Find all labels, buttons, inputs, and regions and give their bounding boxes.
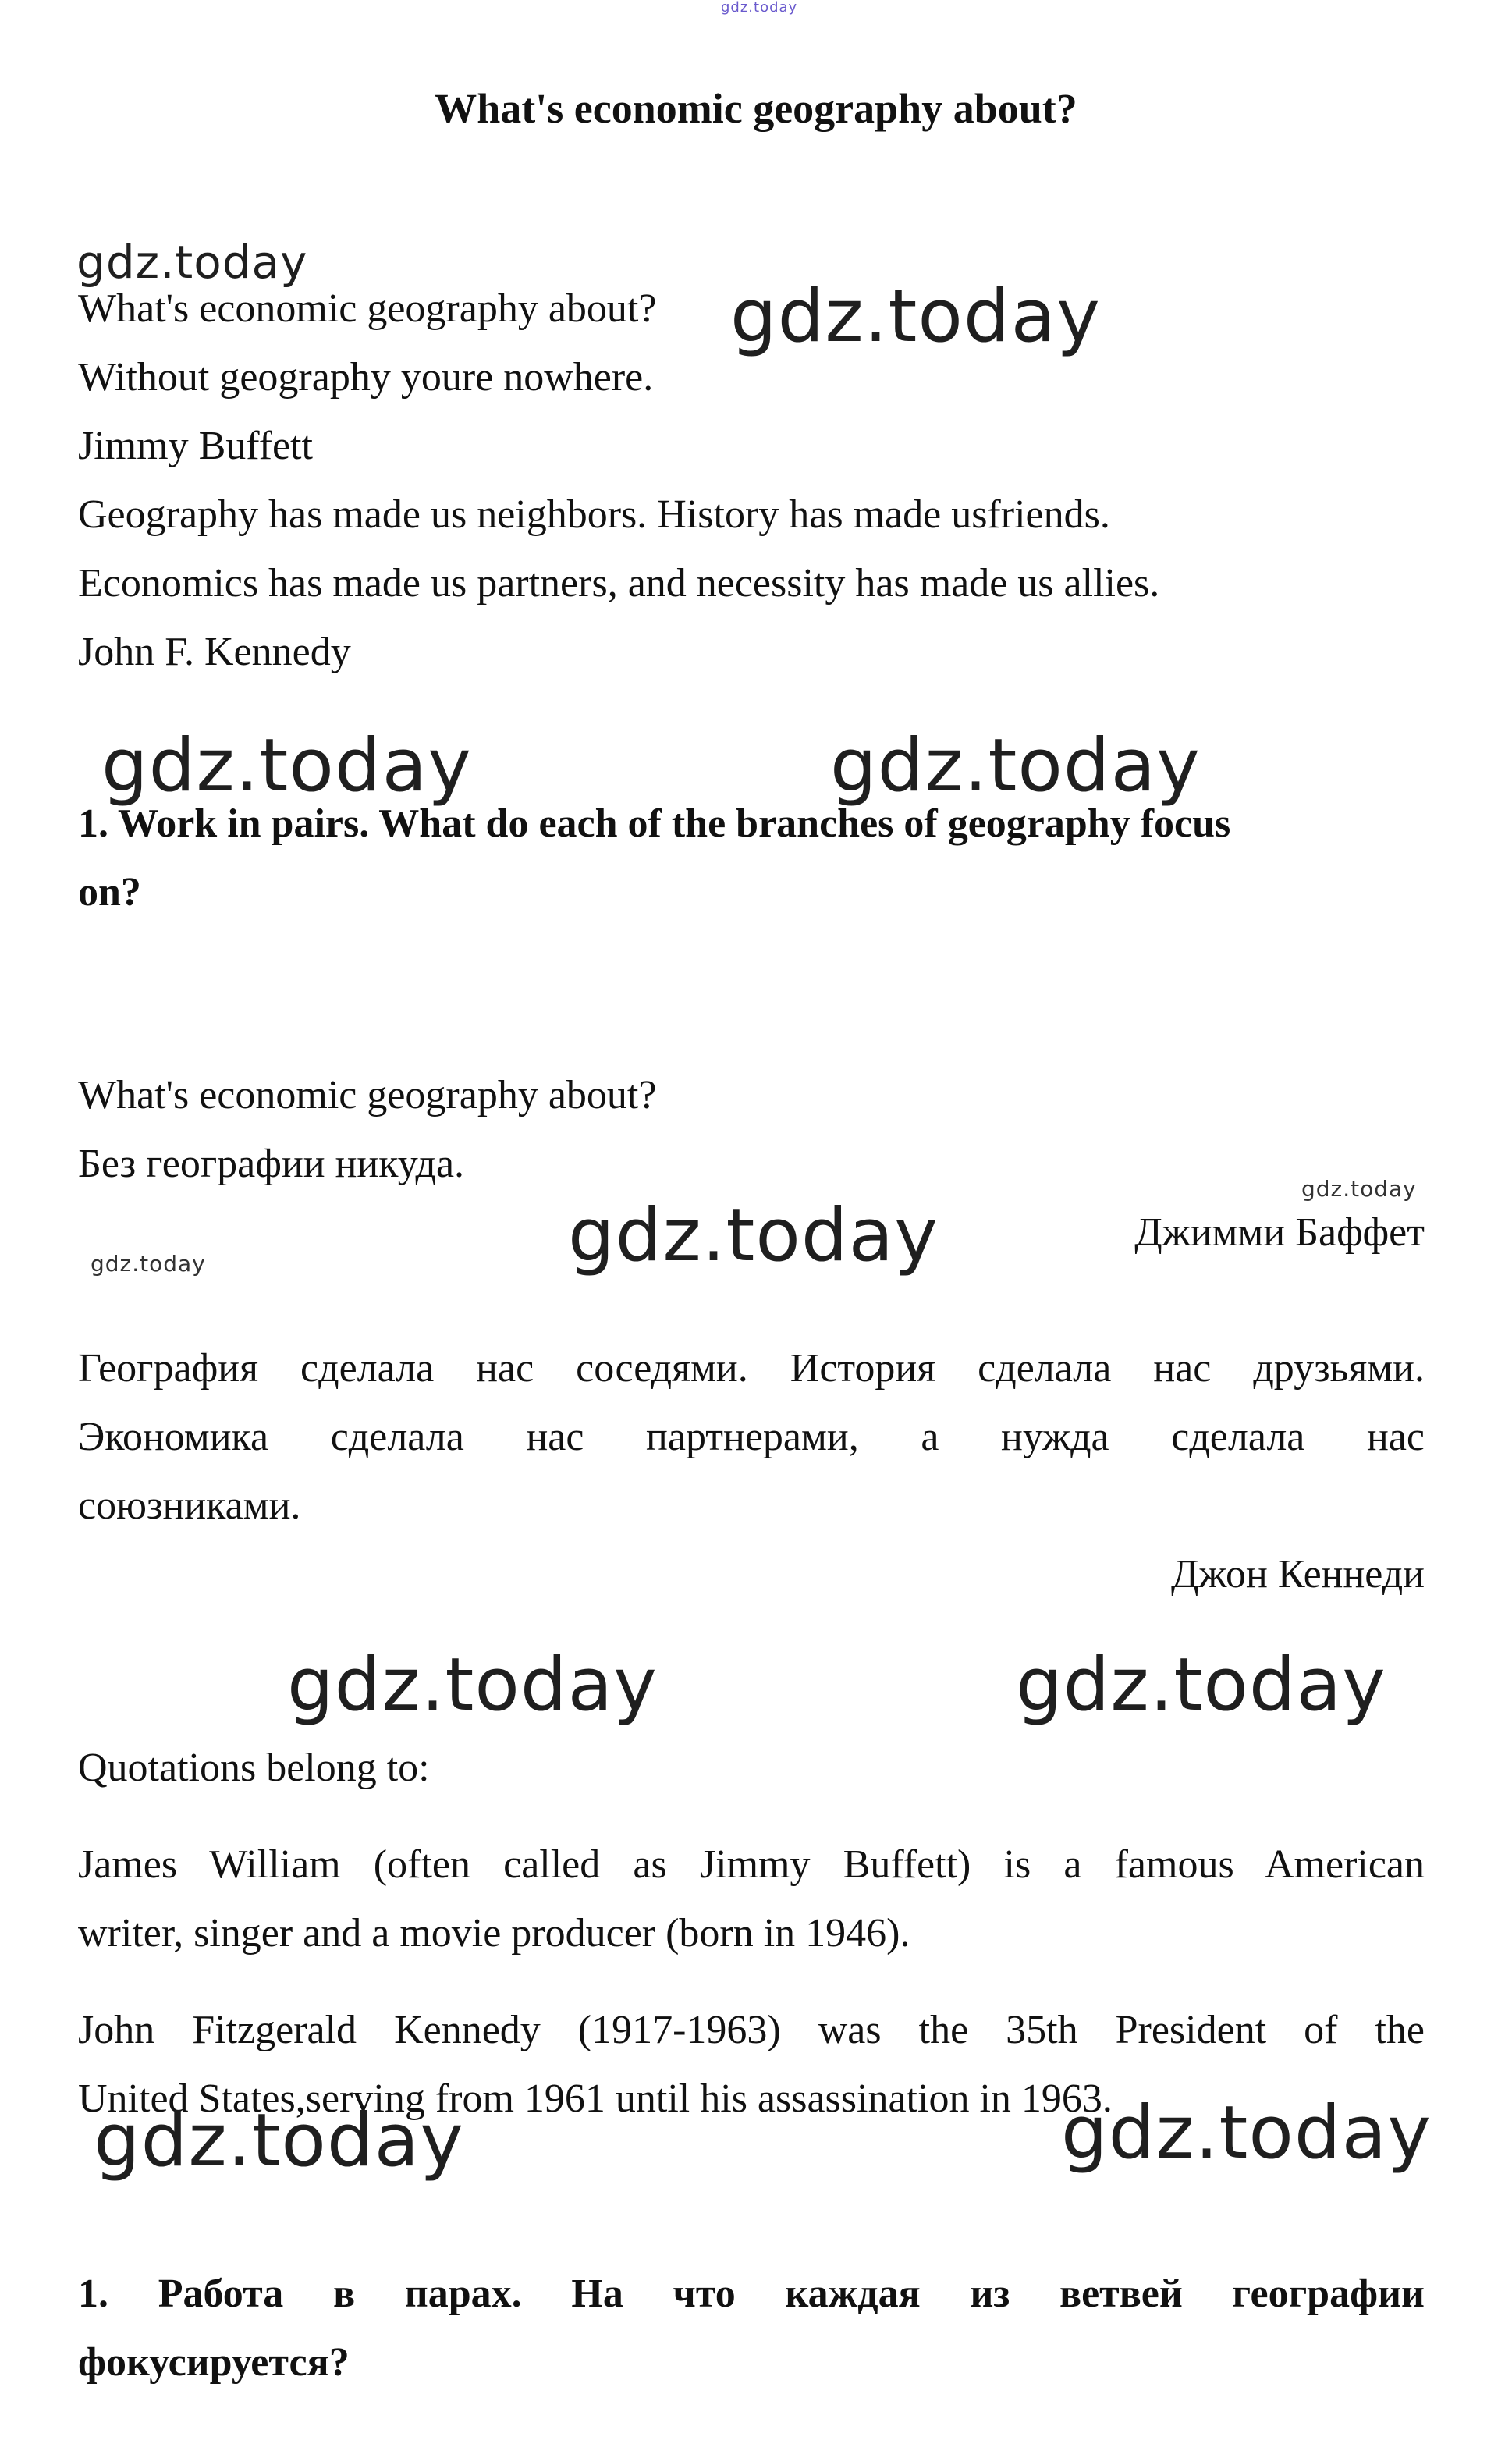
quote-line: Without geography youre nowhere. [78, 355, 654, 400]
quote-line: Geography has made us neighbors. History has made usfriends. [78, 492, 1110, 537]
watermark: gdz.today [1061, 2090, 1432, 2176]
translated-quote: Без географии никуда. [78, 1142, 465, 1186]
watermark: gdz.today [94, 2098, 464, 2183]
watermark: gdz.today [830, 723, 1201, 808]
watermark: gdz.today [730, 274, 1101, 359]
translated-quote: География сделала нас соседями. История сделала нас друзьями. [78, 1346, 1425, 1391]
translated-quote: Экономика сделала нас партнерами, а нужда сделала нас [78, 1415, 1425, 1459]
translation-heading: What's economic geography about? [78, 1073, 657, 1117]
note-line: John Fitzgerald Kennedy (1917-1963) was the 35th President of the [78, 2008, 1425, 2052]
note-line: writer, singer and a movie producer (born in 1946). [78, 1911, 910, 1955]
watermark: gdz.today [1301, 1176, 1417, 1202]
quote-author: John F. Kennedy [78, 630, 351, 674]
task-heading-ru: фокусируется? [78, 2340, 350, 2385]
task-heading-ru: 1. Работа в парах. На что каждая из ветвей географии [78, 2272, 1425, 2316]
quote-line: Economics has made us partners, and necessity has made us allies. [78, 561, 1160, 606]
watermark: gdz.today [287, 1643, 658, 1728]
quote-heading-en: What's economic geography about? [78, 286, 657, 331]
watermark: gdz.today [1016, 1643, 1386, 1728]
watermark: gdz.today [721, 0, 798, 16]
notes-heading: Quotations belong to: [78, 1746, 430, 1790]
watermark: gdz.today [568, 1193, 939, 1278]
note-line: United States,serving from 1961 until his assassination in 1963. [78, 2076, 1113, 2121]
watermark: gdz.today [91, 1251, 206, 1277]
watermark: gdz.today [76, 236, 308, 289]
task-heading-en: 1. Work in pairs. What do each of the branches of geography focus [78, 801, 1231, 846]
task-heading-en: on? [78, 870, 141, 915]
note-line: James William (often called as Jimmy Buffett) is a famous American [78, 1842, 1425, 1887]
translated-author: Джон Кеннеди [1170, 1552, 1425, 1597]
quote-author: Jimmy Buffett [78, 424, 313, 468]
translated-quote: союзниками. [78, 1483, 301, 1528]
translated-author: Джимми Баффет [1134, 1210, 1425, 1255]
page-title: What's economic geography about? [435, 85, 1077, 132]
watermark: gdz.today [101, 723, 472, 808]
